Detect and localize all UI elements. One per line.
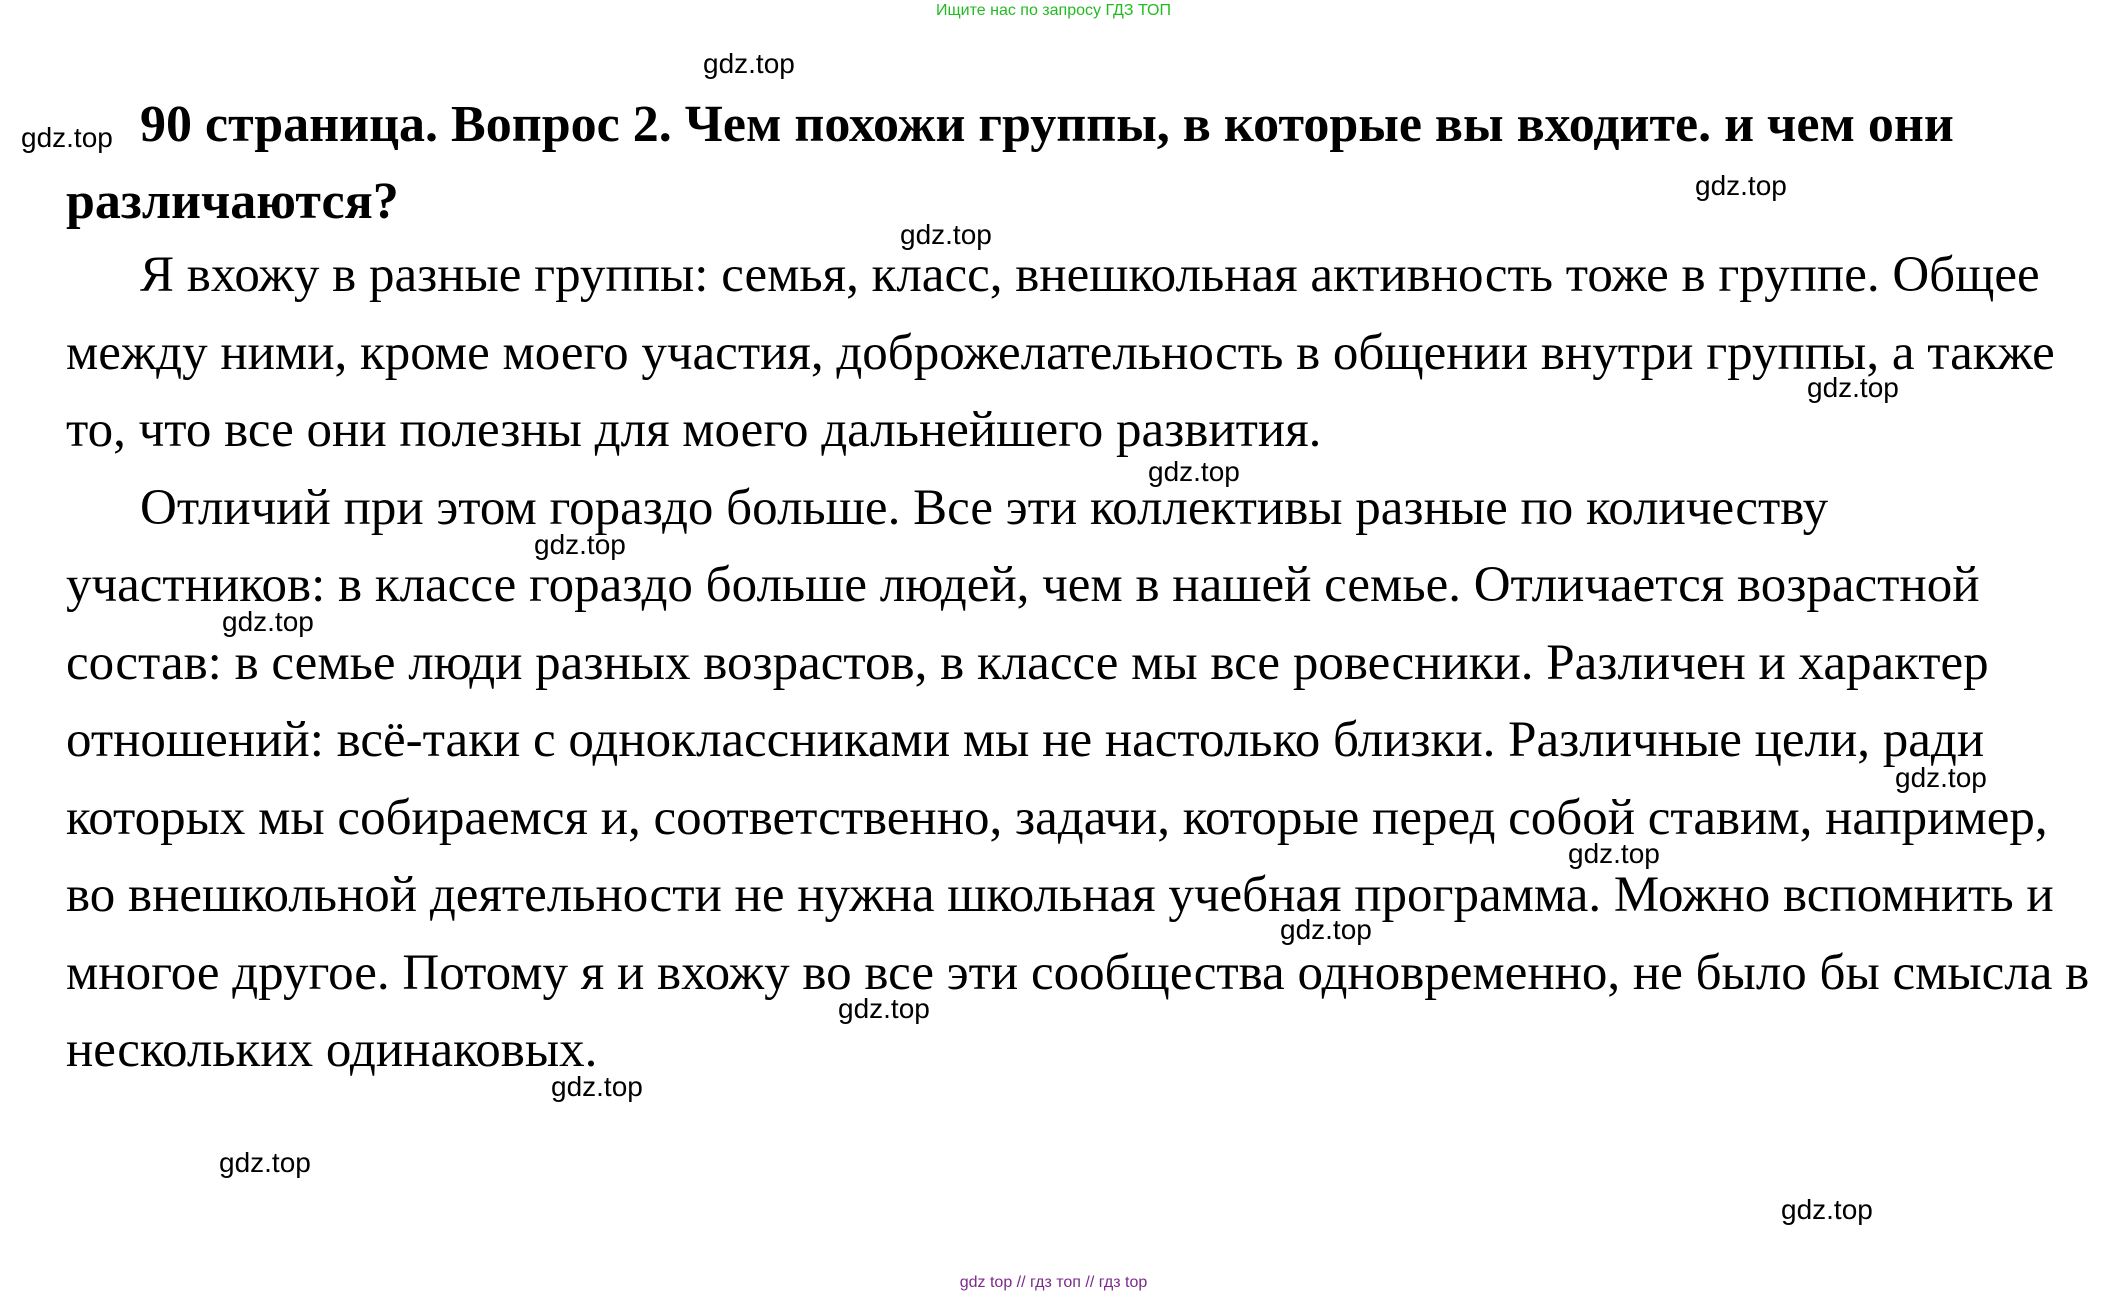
top-banner (0, 2, 2107, 20)
watermark: gdz.top (1695, 170, 1787, 201)
watermark: gdz.top (1148, 456, 1240, 487)
watermark: gdz.top (1568, 838, 1660, 869)
question-heading: 90 страница. Вопрос 2. Чем похожи группы, в которые вы входите. и чем они различаются? (66, 96, 1954, 230)
watermark: gdz.top (21, 122, 113, 153)
watermark: gdz.top (703, 48, 795, 79)
answer-paragraph-2: Отличий при этом гораздо больше. Все эти коллективы разные по количеству участников: в классе гораздо больше людей, чем в нашей семье. Отличается возрастной состав: в семье люди разных возрастов, в классе мы все ровесники. Различен и характер отношений: всё-таки с одноклассниками мы не настолько близки. Различные цели, ради которых мы собираемся и, соответственно, задачи, которые перед собой ставим, например, во внешкольной деятельности не нужна школьная учебная программа. Можно вспомнить и многое другое. Потому я и вхожу во все эти сообщества одновременно, не было бы смысла в нескольких одинаковых. (66, 479, 2090, 1078)
footer-links (0, 1274, 2107, 1292)
answer-paragraph-1: Я вхожу в разные группы: семья, класс, внешкольная активность тоже в группе. Общее между ними, кроме моего участия, доброжелательность в общении внутри группы, а также то, что все они полезны для моего дальнейшего развития. (66, 247, 2055, 458)
footer-link-1[interactable]: gdz top (959, 1274, 1013, 1291)
watermark: gdz.top (838, 993, 930, 1024)
watermark: gdz.top (222, 606, 314, 637)
watermark: gdz.top (1807, 372, 1899, 403)
footer-link-2[interactable]: гдз топ (1030, 1274, 1081, 1291)
watermark: gdz.top (1781, 1194, 1873, 1225)
watermark: gdz.top (1895, 762, 1987, 793)
watermark: gdz.top (1280, 914, 1372, 945)
footer-separator: // (1016, 1274, 1026, 1291)
footer-separator: // (1085, 1274, 1095, 1291)
watermark: gdz.top (534, 529, 626, 560)
footer-link-3[interactable]: гдз top (1098, 1274, 1148, 1291)
watermark: gdz.top (900, 219, 992, 250)
top-banner-text: Ищите нас по запросу ГДЗ ТОП (936, 2, 1171, 19)
watermark: gdz.top (551, 1071, 643, 1102)
answer-body (66, 237, 2091, 1090)
watermark: gdz.top (219, 1147, 311, 1178)
